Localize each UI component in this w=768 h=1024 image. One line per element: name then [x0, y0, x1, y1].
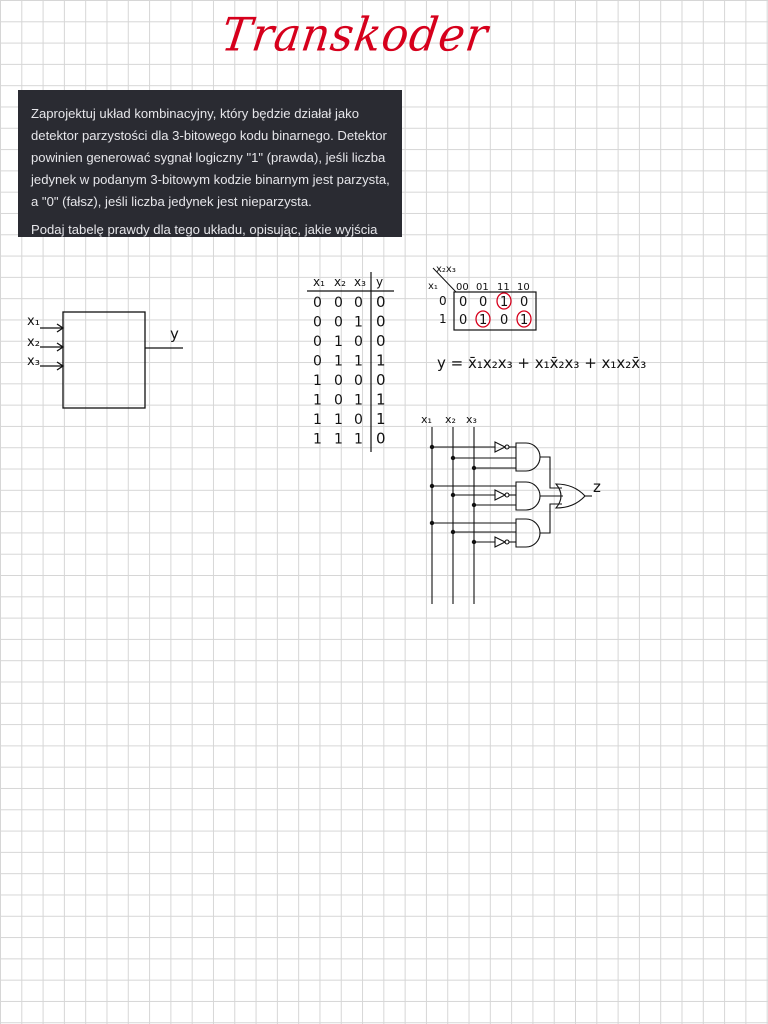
truth-table-cell: 0 — [354, 295, 363, 311]
kmap-col-label: 11 — [497, 282, 510, 293]
circuit-input-2: x₂ — [445, 413, 456, 426]
truth-table-header: x₂ — [334, 275, 346, 289]
kmap-row-label: 0 — [439, 294, 447, 308]
logic-circuit — [430, 427, 592, 604]
truth-table-cell: 0 — [334, 373, 343, 389]
truth-table-cell: 0 — [313, 334, 322, 350]
kmap-cell: 1 — [479, 313, 488, 328]
truth-table-cell: 0 — [376, 429, 386, 448]
truth-table-cell: 0 — [313, 314, 322, 331]
kmap-row-label: 1 — [439, 312, 447, 326]
block-output: y — [170, 325, 179, 343]
kmap-cell: 0 — [459, 295, 468, 310]
truth-table-cell: 1 — [354, 353, 363, 370]
kmap-col-label: 00 — [456, 282, 469, 293]
not-gate-icon — [495, 537, 505, 547]
kmap-cell: 0 — [459, 313, 468, 328]
not-gate-icon — [495, 490, 505, 500]
task-paragraph-truncated: Podaj tabelę prawdy dla tego układu, opisując, jakie wyjścia — [31, 222, 378, 237]
karnaugh-map — [428, 264, 536, 330]
truth-table-cell: 1 — [354, 392, 363, 409]
truth-table-cell: 0 — [354, 412, 363, 428]
truth-table-header: y — [376, 275, 384, 289]
truth-table-cell: 1 — [334, 353, 343, 370]
kmap-cell: 0 — [479, 295, 488, 310]
page-title: Transkoder — [218, 8, 492, 63]
kmap-cell: 1 — [500, 295, 509, 310]
kmap-corner-top: x₂x₃ — [436, 264, 456, 275]
truth-table-cell: 1 — [376, 390, 386, 409]
and-gate-icon — [516, 443, 540, 471]
truth-table-cell: 0 — [376, 371, 386, 389]
block-input-3: x₃ — [27, 354, 40, 369]
block-diagram — [40, 312, 183, 408]
truth-table-cell: 1 — [334, 412, 343, 428]
kmap-col-label: 01 — [476, 282, 489, 293]
truth-table-cell: 0 — [334, 295, 343, 311]
truth-table — [307, 272, 394, 452]
task-paragraph: Zaprojektuj układ kombinacyjny, który będzie działał jako detektor parzystości dla 3-bitowego kodu binarnego. Detektor powinien generować sygnał logiczny "1" (prawda), jeśli liczba jedynek w podanym 3-bitowym kodzie binarnym jest parzysta, a "0" (fałsz), jeśli liczba jedynek jest nieparzysta. — [31, 106, 390, 209]
truth-table-cell: 1 — [354, 431, 363, 448]
circuit-input-1: x₁ — [421, 413, 432, 426]
block-input-1: x₁ — [27, 314, 40, 329]
circuit-input-3: x₃ — [466, 413, 477, 426]
truth-table-cell: 0 — [313, 295, 322, 311]
truth-table-cell: 1 — [376, 410, 386, 428]
truth-table-cell: 1 — [354, 314, 363, 331]
truth-table-cell: 0 — [313, 353, 322, 370]
truth-table-cell: 1 — [313, 392, 322, 409]
boolean-formula: y = x̄₁x₂x₃ + x₁x̄₂x₃ + x₁x₂x̄₃ — [437, 354, 647, 372]
kmap-corner-left: x₁ — [428, 281, 438, 292]
block-box — [63, 312, 145, 408]
kmap-cell: 0 — [520, 295, 529, 310]
kmap-col-label: 10 — [517, 282, 530, 293]
truth-table-cell: 1 — [313, 373, 322, 389]
truth-table-cell: 0 — [354, 334, 363, 350]
not-gate-icon — [495, 442, 505, 452]
truth-table-cell: 1 — [376, 351, 386, 370]
and-gate-icon — [516, 482, 540, 510]
truth-table-cell: 0 — [334, 392, 343, 409]
block-input-2: x₂ — [27, 335, 40, 350]
truth-table-cell: 1 — [334, 431, 343, 448]
kmap-cell: 1 — [520, 313, 529, 328]
kmap-cell: 0 — [500, 313, 509, 328]
truth-table-cell: 0 — [354, 373, 363, 389]
truth-table-cell: 1 — [334, 334, 343, 350]
truth-table-cell: 0 — [376, 293, 386, 311]
truth-table-header: x₃ — [354, 275, 366, 289]
truth-table-cell: 0 — [376, 332, 386, 350]
truth-table-cell: 1 — [313, 412, 322, 428]
truth-table-cell: 1 — [313, 431, 322, 448]
truth-table-cell: 0 — [334, 314, 343, 331]
circuit-output: z — [593, 478, 601, 496]
and-gate-icon — [516, 519, 540, 547]
truth-table-cell: 0 — [376, 312, 386, 331]
truth-table-header: x₁ — [313, 275, 325, 289]
